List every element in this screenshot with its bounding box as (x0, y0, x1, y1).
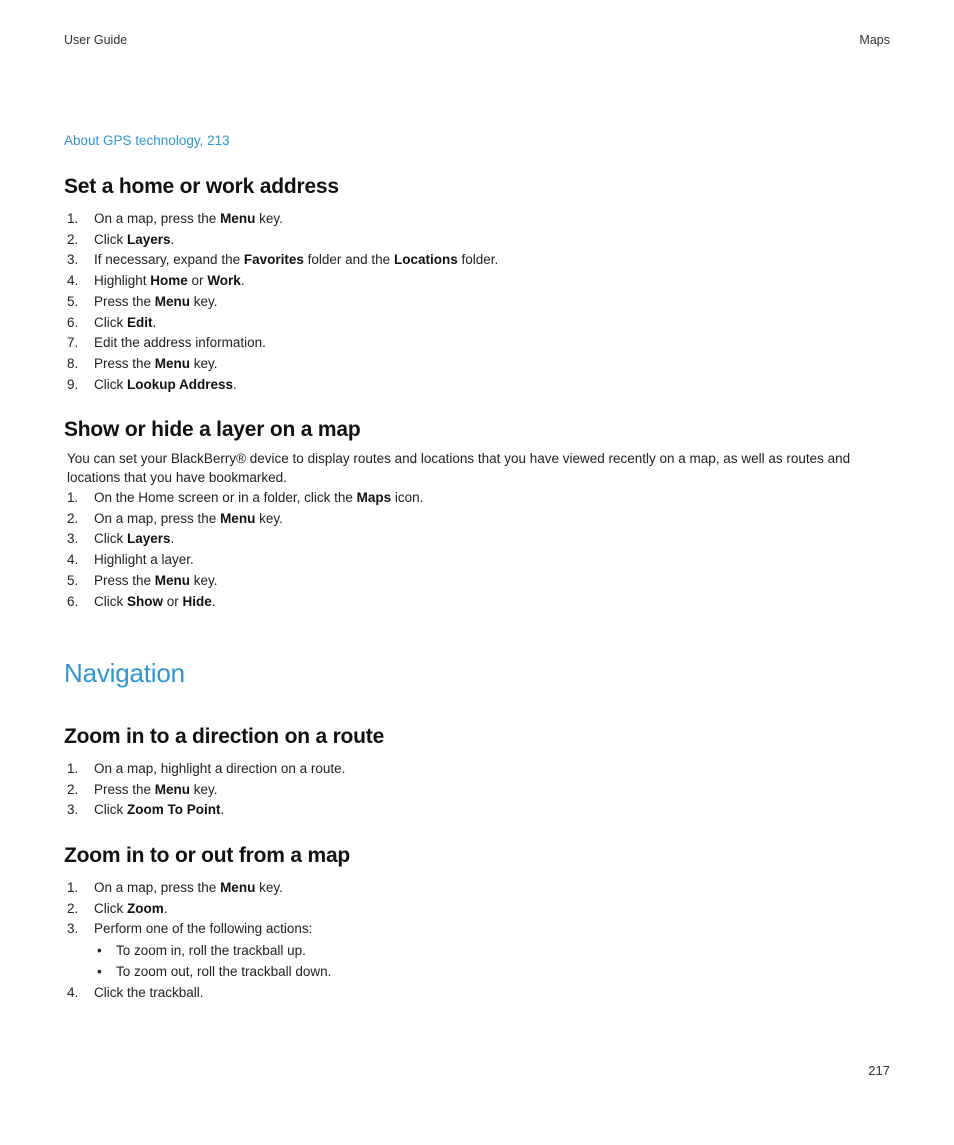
step-text: . (233, 376, 237, 392)
step-text: Click (94, 231, 127, 247)
step-item (64, 878, 894, 899)
section-zoom-route (64, 725, 894, 821)
section-heading: Zoom in to a direction on a route (64, 725, 385, 748)
section-home-work (64, 175, 894, 395)
step-text: Click (94, 314, 127, 330)
step-item (64, 230, 894, 251)
step-text: folder and the (303, 252, 394, 268)
step-number: 2. (67, 231, 79, 247)
ui-term: Edit (127, 314, 153, 330)
step-number: 4. (67, 273, 79, 289)
ui-term: Menu (220, 880, 256, 895)
bullet-item (64, 961, 894, 982)
section-zoom-map (64, 844, 894, 1004)
step-text: Press the (94, 355, 155, 371)
step-text: Perform one of the following actions: (94, 921, 313, 937)
step-number: 6. (67, 593, 79, 609)
step-text: . (211, 593, 216, 609)
ui-term: Home (150, 273, 188, 289)
ui-term: Favorites (243, 252, 304, 268)
ui-term: Maps (356, 490, 392, 505)
running-header-title: User Guide (64, 33, 128, 47)
step-text: On a map, highlight a direction on a route. (94, 761, 346, 776)
step-number: 4. (67, 985, 79, 1001)
ui-term: Menu (154, 355, 191, 371)
steps-list (64, 488, 894, 612)
step-text: Click (94, 531, 127, 547)
steps-list (64, 983, 894, 1004)
step-text: or (187, 273, 208, 289)
step-item (64, 899, 894, 920)
ui-term: Hide (182, 593, 212, 609)
ui-term: Menu (220, 211, 256, 226)
step-number: 3. (67, 252, 79, 268)
step-number: 3. (67, 531, 79, 547)
step-text: Click (94, 900, 127, 916)
steps-list (64, 878, 894, 940)
section-show-hide-layer (64, 418, 894, 612)
chapter-navigation (64, 658, 894, 689)
step-item (64, 800, 894, 821)
section-intro: You can set your BlackBerry® device to display routes and locations that you have viewed recently on a map, as well as routes and locations that you have bookmarked. (67, 451, 851, 485)
ui-term: Zoom (127, 900, 164, 916)
ui-term: Locations (393, 252, 458, 268)
step-number: 7. (67, 335, 79, 351)
step-number: 1. (67, 211, 79, 226)
step-text: . (163, 900, 168, 916)
ui-term: Menu (154, 572, 191, 588)
step-item (64, 292, 894, 313)
ui-term: Lookup Address (127, 376, 234, 392)
step-item (64, 209, 894, 230)
step-text: . (220, 802, 225, 818)
step-number: 5. (67, 293, 79, 309)
section-heading: Show or hide a layer on a map (64, 418, 361, 441)
step-number: 8. (67, 355, 79, 371)
step-number: 2. (67, 510, 79, 526)
chapter-heading: Navigation (64, 658, 185, 688)
ui-term: Layers (127, 531, 171, 547)
step-text: . (240, 273, 245, 289)
step-text: On a map, press the (94, 880, 221, 895)
steps-list (64, 209, 894, 395)
step-text: key. (190, 781, 218, 797)
ui-term: Menu (154, 781, 191, 797)
step-number: 2. (67, 781, 79, 797)
step-text: Press the (94, 293, 155, 309)
ui-term: Layers (127, 231, 171, 247)
step-item (64, 250, 894, 271)
step-item (64, 509, 894, 530)
step-text: . (170, 231, 175, 247)
step-text: . (170, 531, 175, 547)
step-text: Press the (94, 781, 155, 797)
step-text: If necessary, expand the (94, 252, 244, 268)
step-text: key. (190, 572, 218, 588)
step-text: On a map, press the (94, 510, 221, 526)
step-number: 3. (67, 921, 79, 937)
step-item (64, 550, 894, 571)
step-number: 1. (67, 761, 79, 776)
step-item (64, 375, 894, 396)
step-number: 3. (67, 802, 79, 818)
step-text: Edit the address information. (94, 335, 266, 351)
step-text: folder. (457, 252, 499, 268)
step-item (64, 919, 894, 940)
related-topic-link[interactable]: About GPS technology, 213 (64, 133, 230, 148)
step-text: Click (94, 593, 127, 609)
step-text: Press the (94, 572, 155, 588)
step-item (64, 271, 894, 292)
bullet-icon: • (97, 964, 102, 980)
step-item (64, 354, 894, 375)
ui-term: Menu (220, 510, 256, 526)
step-item (64, 488, 894, 509)
ui-term: Work (207, 273, 241, 289)
step-item (64, 592, 894, 613)
ui-term: Zoom To Point (127, 802, 221, 818)
step-number: 9. (67, 376, 79, 392)
step-text: Highlight (94, 273, 151, 289)
ui-term: Show (127, 593, 163, 609)
step-number: 6. (67, 314, 79, 330)
step-number: 5. (67, 572, 79, 588)
step-text: On the Home screen or in a folder, click the (94, 490, 357, 505)
step-number: 1. (67, 880, 79, 895)
step-item (64, 759, 894, 780)
bullet-text: To zoom in, roll the trackball up. (116, 943, 306, 959)
bullet-text: To zoom out, roll the trackball down. (116, 964, 332, 980)
ui-term: Menu (154, 293, 191, 309)
running-header-chapter: Maps (859, 33, 890, 47)
steps-list (64, 759, 894, 821)
step-number: 2. (67, 900, 79, 916)
step-text: Highlight a layer. (94, 552, 194, 568)
bullet-icon: • (97, 943, 102, 959)
step-text: icon. (391, 490, 424, 505)
step-text: . (152, 314, 157, 330)
step-item (64, 780, 894, 801)
bullet-item (64, 940, 894, 961)
step-text: On a map, press the (94, 211, 221, 226)
step-text: key. (190, 355, 218, 371)
step-item (64, 333, 894, 354)
step-text: key. (190, 293, 218, 309)
step-text: key. (255, 510, 283, 526)
step-number: 4. (67, 552, 79, 568)
step-number: 1. (67, 490, 79, 505)
step-text: key. (255, 211, 283, 226)
step-item (64, 571, 894, 592)
step-text: Click (94, 802, 127, 818)
step-text: or (163, 593, 183, 609)
step-item (64, 529, 894, 550)
page-number: 217 (868, 1063, 890, 1078)
section-heading: Zoom in to or out from a map (64, 844, 351, 867)
step-item (64, 313, 894, 334)
section-heading: Set a home or work address (64, 175, 339, 198)
step-text: Click (94, 376, 127, 392)
step-item (64, 983, 894, 1004)
step-text: key. (255, 880, 283, 895)
step-text: Click the trackball. (94, 985, 204, 1001)
action-bullet-list (64, 940, 894, 982)
